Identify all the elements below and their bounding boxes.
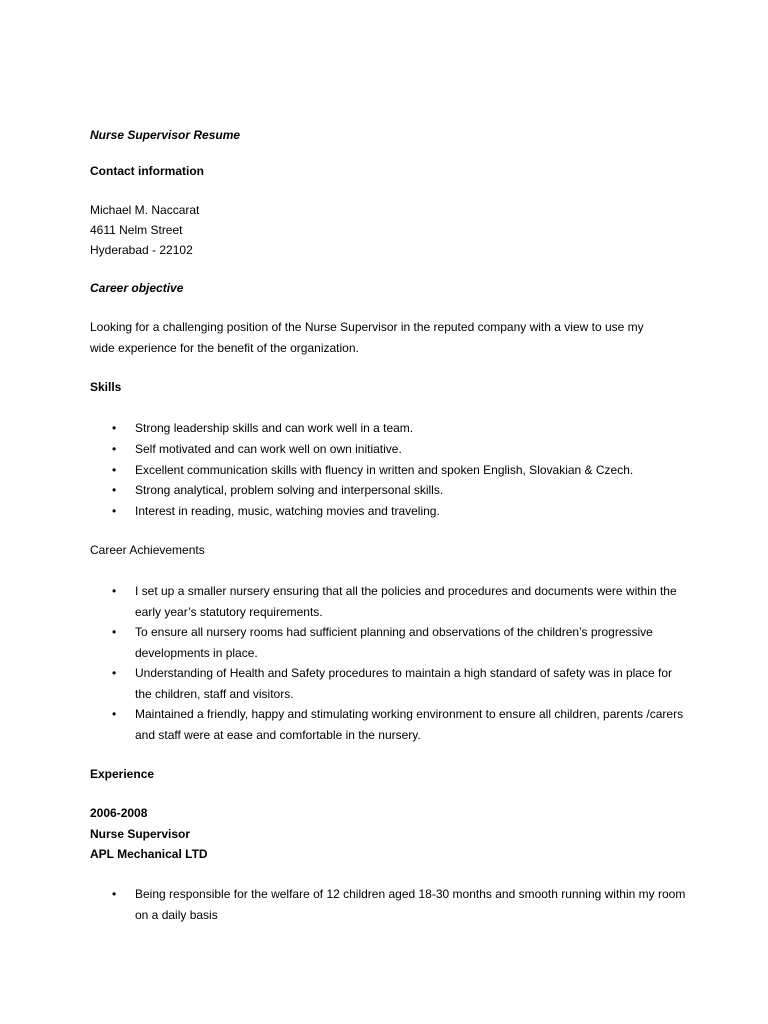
bullet-icon: •	[112, 625, 117, 639]
objective-heading: Career objective	[90, 281, 184, 295]
contact-name: Michael M. Naccarat	[90, 203, 200, 217]
bullet-icon: •	[112, 463, 117, 477]
contact-street: 4611 Nelm Street	[90, 223, 183, 237]
experience-period: 2006-2008	[90, 806, 148, 820]
skills-heading: Skills	[90, 380, 122, 394]
objective-text-line2: wide experience for the benefit of the organization.	[90, 341, 359, 355]
document-title: Nurse Supervisor Resume	[90, 128, 241, 142]
skill-text: Interest in reading, music, watching movies and traveling.	[135, 504, 440, 518]
achievements-heading: Career Achievements	[90, 543, 205, 557]
experience-heading: Experience	[90, 767, 155, 781]
experience-role: Nurse Supervisor	[90, 827, 191, 841]
bullet-icon: •	[112, 584, 117, 598]
skill-text: Self motivated and can work well on own initiative.	[135, 442, 402, 456]
skill-text: Strong leadership skills and can work well in a team.	[135, 421, 414, 435]
experience-text: Being responsible for the welfare of 12 children aged 18-30 months and smooth running within my room on a daily basis	[135, 887, 686, 922]
contact-city: Hyderabad - 22102	[90, 243, 193, 257]
achievement-text: To ensure all nursery rooms had sufficient planning and observations of the children’s progressive developments in place.	[135, 625, 653, 660]
bullet-icon: •	[112, 887, 117, 901]
bullet-icon: •	[112, 666, 117, 680]
bullet-icon: •	[112, 442, 117, 456]
objective-text-line1: Looking for a challenging position of the Nurse Supervisor in the reputed company with a view to use my	[90, 320, 644, 334]
skill-text: Excellent communication skills with fluency in written and spoken English, Slovakian & Czech.	[135, 463, 634, 477]
achievement-text: Understanding of Health and Safety procedures to maintain a high standard of safety was in place for the children, staff and visitors.	[135, 666, 672, 701]
bullet-icon: •	[112, 504, 117, 518]
achievement-text: I set up a smaller nursery ensuring that all the policies and procedures and documents were within the early year’s statutory requirements.	[135, 584, 677, 619]
achievement-text: Maintained a friendly, happy and stimulating working environment to ensure all children, parents /carers and staff were at ease and comfortable in the nursery.	[135, 707, 684, 742]
bullet-icon: •	[112, 483, 117, 497]
bullet-icon: •	[112, 421, 117, 435]
bullet-icon: •	[112, 707, 117, 721]
experience-company: APL Mechanical LTD	[90, 847, 208, 861]
skill-text: Strong analytical, problem solving and interpersonal skills.	[135, 483, 444, 497]
contact-heading: Contact information	[90, 164, 204, 178]
